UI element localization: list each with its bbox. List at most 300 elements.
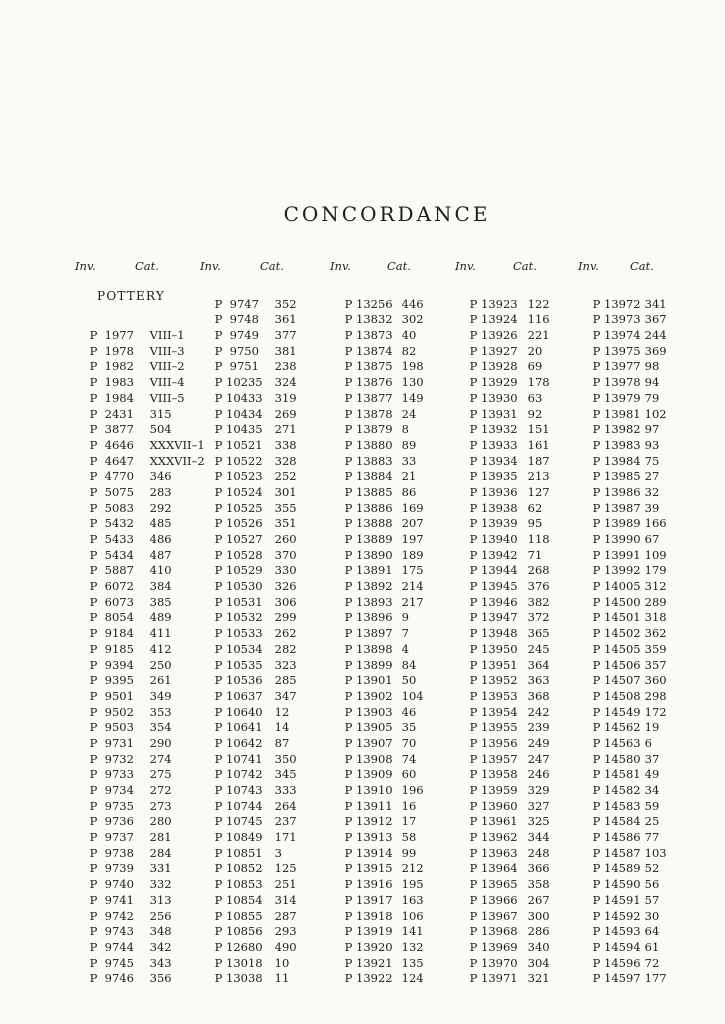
cat-header: Cat. bbox=[135, 259, 159, 273]
cat-cell: 330 bbox=[274, 563, 297, 578]
inv-cell: P 10531 bbox=[214, 594, 263, 609]
inv-cell: P 13982 bbox=[592, 422, 641, 437]
inv-cell: P 9749 bbox=[214, 328, 259, 343]
column-header bbox=[455, 259, 585, 281]
cat-cell: 298 bbox=[644, 688, 667, 703]
column-4 bbox=[455, 259, 585, 986]
inv-cell: P 13931 bbox=[469, 406, 518, 421]
cat-cell: 354 bbox=[149, 720, 172, 735]
inv-cell: P 9734 bbox=[89, 783, 134, 798]
cat-cell: 40 bbox=[401, 328, 417, 343]
inv-cell: P 13963 bbox=[469, 845, 518, 860]
cat-cell: 189 bbox=[401, 547, 424, 562]
cat-cell: 504 bbox=[149, 422, 172, 437]
cat-cell: 32 bbox=[644, 484, 660, 499]
inv-cell: P 9747 bbox=[214, 296, 259, 311]
cat-cell: 251 bbox=[274, 877, 297, 892]
inv-cell: P 13918 bbox=[344, 908, 393, 923]
inv-cell: P 9742 bbox=[89, 908, 134, 923]
cat-cell: 384 bbox=[149, 579, 172, 594]
cat-cell: 242 bbox=[527, 704, 550, 719]
cat-cell: 364 bbox=[527, 657, 550, 672]
inv-cell: P 13923 bbox=[469, 296, 518, 311]
cat-cell: 346 bbox=[149, 469, 172, 484]
inv-cell: P 4647 bbox=[89, 453, 134, 468]
inv-cell: P 13934 bbox=[469, 453, 518, 468]
inv-cell: P 13944 bbox=[469, 563, 518, 578]
inv-cell: P 10525 bbox=[214, 500, 263, 515]
inv-cell: P 13907 bbox=[344, 735, 393, 750]
cat-cell: 283 bbox=[149, 484, 172, 499]
cat-cell: 3 bbox=[274, 845, 282, 860]
inv-header: Inv. bbox=[455, 259, 476, 273]
cat-cell: 7 bbox=[401, 626, 409, 641]
cat-cell: VIII–3 bbox=[149, 343, 185, 358]
cat-cell: 381 bbox=[274, 343, 297, 358]
inv-cell: P 6073 bbox=[89, 594, 134, 609]
cat-cell: 342 bbox=[149, 939, 172, 954]
inv-cell: P 9732 bbox=[89, 751, 134, 766]
inv-cell: P 10433 bbox=[214, 390, 263, 405]
cat-cell: 329 bbox=[527, 783, 550, 798]
cat-cell: 171 bbox=[274, 830, 297, 845]
inv-cell: P 10849 bbox=[214, 830, 263, 845]
cat-cell: 287 bbox=[274, 908, 297, 923]
inv-cell: P 10532 bbox=[214, 610, 263, 625]
cat-cell: VIII–1 bbox=[149, 328, 185, 343]
cat-cell: 300 bbox=[527, 908, 550, 923]
cat-cell: 377 bbox=[274, 328, 297, 343]
inv-cell: P 9184 bbox=[89, 626, 134, 641]
cat-cell: 252 bbox=[274, 469, 297, 484]
cat-cell: 127 bbox=[527, 484, 550, 499]
column-3 bbox=[330, 259, 460, 986]
cat-cell: 325 bbox=[527, 814, 550, 829]
inv-cell: P 14580 bbox=[592, 751, 641, 766]
inv-cell: P 13965 bbox=[469, 877, 518, 892]
cat-cell: 130 bbox=[401, 375, 424, 390]
inv-cell: P 13942 bbox=[469, 547, 518, 562]
cat-cell: 19 bbox=[644, 720, 660, 735]
inv-cell: P 13928 bbox=[469, 359, 518, 374]
inv-cell: P 1978 bbox=[89, 343, 134, 358]
cat-cell: 299 bbox=[274, 610, 297, 625]
cat-cell: 345 bbox=[274, 767, 297, 782]
cat-cell: 178 bbox=[527, 375, 550, 390]
cat-cell: 109 bbox=[644, 547, 667, 562]
cat-cell: 369 bbox=[644, 343, 667, 358]
inv-cell: P 10745 bbox=[214, 814, 263, 829]
cat-cell: 67 bbox=[644, 532, 660, 547]
inv-cell: P 14587 bbox=[592, 845, 641, 860]
cat-cell: 262 bbox=[274, 626, 297, 641]
cat-cell: 290 bbox=[149, 735, 172, 750]
cat-cell: 260 bbox=[274, 532, 297, 547]
cat-cell: 273 bbox=[149, 798, 172, 813]
cat-cell: 141 bbox=[401, 924, 424, 939]
inv-cell: P 9394 bbox=[89, 657, 134, 672]
inv-cell: P 10521 bbox=[214, 437, 263, 452]
inv-cell: P 10235 bbox=[214, 375, 263, 390]
inv-cell: P 10854 bbox=[214, 892, 263, 907]
inv-cell: P 10856 bbox=[214, 924, 263, 939]
cat-cell: 151 bbox=[527, 422, 550, 437]
cat-cell: 332 bbox=[149, 877, 172, 892]
inv-cell: P 14583 bbox=[592, 798, 641, 813]
inv-cell: P 13981 bbox=[592, 406, 641, 421]
inv-cell: P 14597 bbox=[592, 971, 641, 986]
cat-cell: 9 bbox=[401, 610, 409, 625]
cat-cell: 304 bbox=[527, 955, 550, 970]
cat-cell: 385 bbox=[149, 594, 172, 609]
inv-cell: P 13884 bbox=[344, 469, 393, 484]
inv-cell: P 13888 bbox=[344, 516, 393, 531]
cat-cell: 8 bbox=[401, 422, 409, 437]
inv-cell: P 13914 bbox=[344, 845, 393, 860]
inv-header: Inv. bbox=[330, 259, 351, 273]
inv-cell: P 10641 bbox=[214, 720, 263, 735]
inv-cell: P 13879 bbox=[344, 422, 393, 437]
cat-cell: 286 bbox=[527, 924, 550, 939]
cat-cell: 446 bbox=[401, 296, 424, 311]
cat-cell: 52 bbox=[644, 861, 660, 876]
inv-cell: P 1977 bbox=[89, 328, 134, 343]
cat-cell: 30 bbox=[644, 908, 660, 923]
inv-cell: P 4770 bbox=[89, 469, 134, 484]
cat-cell: 285 bbox=[274, 673, 297, 688]
inv-cell: P 14582 bbox=[592, 783, 641, 798]
cat-cell: 490 bbox=[274, 939, 297, 954]
column-5 bbox=[578, 259, 708, 986]
cat-cell: 353 bbox=[149, 704, 172, 719]
inv-cell: P 14507 bbox=[592, 673, 641, 688]
inv-cell: P 9735 bbox=[89, 798, 134, 813]
cat-cell: 357 bbox=[644, 657, 667, 672]
cat-cell: 261 bbox=[149, 673, 172, 688]
cat-cell: 365 bbox=[527, 626, 550, 641]
cat-cell: 212 bbox=[401, 861, 424, 876]
cat-cell: 97 bbox=[644, 422, 660, 437]
inv-cell: P 10741 bbox=[214, 751, 263, 766]
inv-cell: P 14562 bbox=[592, 720, 641, 735]
cat-cell: 103 bbox=[644, 845, 667, 860]
cat-cell: 198 bbox=[401, 359, 424, 374]
cat-cell: 382 bbox=[527, 594, 550, 609]
cat-cell: 360 bbox=[644, 673, 667, 688]
cat-cell: 27 bbox=[644, 469, 660, 484]
inv-cell: P 9739 bbox=[89, 861, 134, 876]
column-header bbox=[200, 259, 330, 281]
cat-cell: 57 bbox=[644, 892, 660, 907]
inv-cell: P 9740 bbox=[89, 877, 134, 892]
inv-cell: P 9738 bbox=[89, 845, 134, 860]
cat-cell: 267 bbox=[527, 892, 550, 907]
inv-cell: P 13989 bbox=[592, 516, 641, 531]
inv-cell: P 13936 bbox=[469, 484, 518, 499]
cat-cell: 340 bbox=[527, 939, 550, 954]
inv-cell: P 14502 bbox=[592, 626, 641, 641]
cat-cell: 179 bbox=[644, 563, 667, 578]
inv-cell: P 13912 bbox=[344, 814, 393, 829]
inv-cell: P 14501 bbox=[592, 610, 641, 625]
inv-cell: P 9748 bbox=[214, 312, 259, 327]
cat-cell: 344 bbox=[527, 830, 550, 845]
cat-cell: 21 bbox=[401, 469, 417, 484]
cat-cell: 56 bbox=[644, 877, 660, 892]
cat-cell: 250 bbox=[149, 657, 172, 672]
cat-cell: 312 bbox=[644, 579, 667, 594]
cat-cell: 187 bbox=[527, 453, 550, 468]
cat-cell: 281 bbox=[149, 830, 172, 845]
cat-cell: 351 bbox=[274, 516, 297, 531]
cat-cell: 268 bbox=[527, 563, 550, 578]
cat-cell: 84 bbox=[401, 657, 417, 672]
cat-cell: 326 bbox=[274, 579, 297, 594]
inv-cell: P 12680 bbox=[214, 939, 263, 954]
cat-cell: 95 bbox=[527, 516, 543, 531]
cat-cell: XXXVII–1 bbox=[149, 437, 205, 452]
inv-cell: P 9751 bbox=[214, 359, 259, 374]
inv-cell: P 13985 bbox=[592, 469, 641, 484]
cat-cell: 50 bbox=[401, 673, 417, 688]
cat-cell: 301 bbox=[274, 484, 297, 499]
cat-cell: 25 bbox=[644, 814, 660, 829]
cat-cell: 11 bbox=[274, 971, 290, 986]
inv-cell: P 9737 bbox=[89, 830, 134, 845]
cat-cell: 62 bbox=[527, 500, 543, 515]
cat-header: Cat. bbox=[260, 259, 284, 273]
inv-cell: P 13922 bbox=[344, 971, 393, 986]
cat-cell: 366 bbox=[527, 861, 550, 876]
inv-cell: P 13972 bbox=[592, 296, 641, 311]
cat-cell: 486 bbox=[149, 532, 172, 547]
inv-cell: P 13901 bbox=[344, 673, 393, 688]
inv-cell: P 2431 bbox=[89, 406, 134, 421]
inv-cell: P 10529 bbox=[214, 563, 263, 578]
cat-cell: 106 bbox=[401, 908, 424, 923]
cat-cell: 245 bbox=[527, 641, 550, 656]
cat-cell: 99 bbox=[401, 845, 417, 860]
cat-cell: 61 bbox=[644, 939, 660, 954]
inv-cell: P 13880 bbox=[344, 437, 393, 452]
inv-cell: P 10527 bbox=[214, 532, 263, 547]
column-rows bbox=[578, 281, 708, 986]
inv-cell: P 13890 bbox=[344, 547, 393, 562]
cat-cell: 341 bbox=[644, 296, 667, 311]
inv-cell: P 13018 bbox=[214, 955, 263, 970]
inv-cell: P 10743 bbox=[214, 783, 263, 798]
cat-cell: 10 bbox=[274, 955, 290, 970]
cat-cell: 368 bbox=[527, 688, 550, 703]
cat-cell: 362 bbox=[644, 626, 667, 641]
cat-cell: 314 bbox=[274, 892, 297, 907]
column-1 bbox=[75, 259, 205, 986]
inv-cell: P 13919 bbox=[344, 924, 393, 939]
inv-cell: P 10855 bbox=[214, 908, 263, 923]
cat-cell: 166 bbox=[644, 516, 667, 531]
cat-cell: 59 bbox=[644, 798, 660, 813]
inv-cell: P 9503 bbox=[89, 720, 134, 735]
cat-cell: 274 bbox=[149, 751, 172, 766]
cat-cell: 33 bbox=[401, 453, 417, 468]
cat-cell: 20 bbox=[527, 343, 543, 358]
cat-cell: 411 bbox=[149, 626, 172, 641]
inv-cell: P 13883 bbox=[344, 453, 393, 468]
inv-cell: P 13971 bbox=[469, 971, 518, 986]
cat-cell: 412 bbox=[149, 641, 172, 656]
inv-cell: P 13986 bbox=[592, 484, 641, 499]
inv-header: Inv. bbox=[75, 259, 96, 273]
cat-cell: 39 bbox=[644, 500, 660, 515]
inv-cell: P 10851 bbox=[214, 845, 263, 860]
inv-cell: P 13913 bbox=[344, 830, 393, 845]
inv-cell: P 13920 bbox=[344, 939, 393, 954]
inv-cell: P 13992 bbox=[592, 563, 641, 578]
column-header bbox=[75, 259, 205, 281]
cat-cell: 280 bbox=[149, 814, 172, 829]
inv-cell: P 13958 bbox=[469, 767, 518, 782]
inv-cell: P 10744 bbox=[214, 798, 263, 813]
inv-cell: P 13947 bbox=[469, 610, 518, 625]
inv-cell: P 13875 bbox=[344, 359, 393, 374]
inv-cell: P 13966 bbox=[469, 892, 518, 907]
cat-cell: 327 bbox=[527, 798, 550, 813]
cat-cell: 489 bbox=[149, 610, 172, 625]
cat-cell: 347 bbox=[274, 688, 297, 703]
cat-cell: 359 bbox=[644, 641, 667, 656]
inv-cell: P 5432 bbox=[89, 516, 134, 531]
inv-cell: P 13979 bbox=[592, 390, 641, 405]
cat-cell: 363 bbox=[527, 673, 550, 688]
inv-header: Inv. bbox=[578, 259, 599, 273]
cat-cell: 284 bbox=[149, 845, 172, 860]
cat-cell: 370 bbox=[274, 547, 297, 562]
inv-cell: P 9185 bbox=[89, 641, 134, 656]
inv-cell: P 10535 bbox=[214, 657, 263, 672]
inv-cell: P 13964 bbox=[469, 861, 518, 876]
cat-cell: 306 bbox=[274, 594, 297, 609]
cat-cell: 14 bbox=[274, 720, 290, 735]
inv-cell: P 1982 bbox=[89, 359, 134, 374]
cat-cell: VIII–5 bbox=[149, 390, 185, 405]
inv-cell: P 13911 bbox=[344, 798, 393, 813]
inv-cell: P 10642 bbox=[214, 735, 263, 750]
inv-cell: P 13910 bbox=[344, 783, 393, 798]
inv-cell: P 14549 bbox=[592, 704, 641, 719]
inv-cell: P 13874 bbox=[344, 343, 393, 358]
cat-cell: 367 bbox=[644, 312, 667, 327]
cat-cell: 132 bbox=[401, 939, 424, 954]
inv-cell: P 9745 bbox=[89, 955, 134, 970]
inv-cell: P 10522 bbox=[214, 453, 263, 468]
inv-cell: P 5434 bbox=[89, 547, 134, 562]
inv-cell: P 13896 bbox=[344, 610, 393, 625]
cat-cell: 149 bbox=[401, 390, 424, 405]
inv-cell: P 13878 bbox=[344, 406, 393, 421]
page-title: CONCORDANCE bbox=[283, 202, 491, 226]
inv-cell: P 10435 bbox=[214, 422, 263, 437]
cat-cell: 86 bbox=[401, 484, 417, 499]
inv-cell: P 5433 bbox=[89, 532, 134, 547]
inv-cell: P 13916 bbox=[344, 877, 393, 892]
inv-cell: P 14581 bbox=[592, 767, 641, 782]
cat-cell: 328 bbox=[274, 453, 297, 468]
inv-cell: P 1983 bbox=[89, 375, 134, 390]
column-rows bbox=[330, 281, 460, 986]
inv-cell: P 10526 bbox=[214, 516, 263, 531]
inv-cell: P 14592 bbox=[592, 908, 641, 923]
cat-cell: 343 bbox=[149, 955, 172, 970]
cat-cell: 16 bbox=[401, 798, 417, 813]
inv-cell: P 13991 bbox=[592, 547, 641, 562]
cat-cell: 319 bbox=[274, 390, 297, 405]
cat-cell: 338 bbox=[274, 437, 297, 452]
cat-cell: 324 bbox=[274, 375, 297, 390]
inv-cell: P 6072 bbox=[89, 579, 134, 594]
cat-cell: 289 bbox=[644, 594, 667, 609]
cat-cell: 485 bbox=[149, 516, 172, 531]
inv-cell: P 13256 bbox=[344, 296, 393, 311]
inv-cell: P 13954 bbox=[469, 704, 518, 719]
inv-cell: P 13930 bbox=[469, 390, 518, 405]
inv-cell: P 13891 bbox=[344, 563, 393, 578]
inv-cell: P 13940 bbox=[469, 532, 518, 547]
cat-cell: 348 bbox=[149, 924, 172, 939]
cat-cell: 214 bbox=[401, 579, 424, 594]
cat-cell: 313 bbox=[149, 892, 172, 907]
inv-cell: P 14590 bbox=[592, 877, 641, 892]
inv-cell: P 14563 bbox=[592, 735, 641, 750]
inv-cell: P 9746 bbox=[89, 971, 134, 986]
cat-cell: 217 bbox=[401, 594, 424, 609]
inv-cell: P 13950 bbox=[469, 641, 518, 656]
inv-cell: P 8054 bbox=[89, 610, 134, 625]
cat-cell: 92 bbox=[527, 406, 543, 421]
inv-cell: P 10530 bbox=[214, 579, 263, 594]
cat-cell: 247 bbox=[527, 751, 550, 766]
cat-cell: 124 bbox=[401, 971, 424, 986]
cat-cell: 49 bbox=[644, 767, 660, 782]
cat-cell: 87 bbox=[274, 735, 290, 750]
inv-cell: P 13932 bbox=[469, 422, 518, 437]
cat-cell: 175 bbox=[401, 563, 424, 578]
inv-cell: P 13977 bbox=[592, 359, 641, 374]
inv-cell: P 13990 bbox=[592, 532, 641, 547]
cat-cell: 248 bbox=[527, 845, 550, 860]
inv-cell: P 13832 bbox=[344, 312, 393, 327]
inv-cell: P 13929 bbox=[469, 375, 518, 390]
cat-cell: 487 bbox=[149, 547, 172, 562]
cat-cell: 71 bbox=[527, 547, 543, 562]
inv-cell: P 10536 bbox=[214, 673, 263, 688]
cat-cell: 75 bbox=[644, 453, 660, 468]
table-row bbox=[330, 281, 460, 311]
inv-cell: P 13903 bbox=[344, 704, 393, 719]
cat-cell: 352 bbox=[274, 296, 297, 311]
cat-cell: 69 bbox=[527, 359, 543, 374]
inv-cell: P 4646 bbox=[89, 437, 134, 452]
inv-cell: P 10852 bbox=[214, 861, 263, 876]
inv-cell: P 13893 bbox=[344, 594, 393, 609]
cat-cell: VIII–2 bbox=[149, 359, 185, 374]
column-rows bbox=[75, 281, 205, 986]
inv-cell: P 5083 bbox=[89, 500, 134, 515]
cat-cell: 63 bbox=[527, 390, 543, 405]
table-row bbox=[200, 281, 330, 311]
cat-cell: 79 bbox=[644, 390, 660, 405]
cat-cell: 282 bbox=[274, 641, 297, 656]
inv-cell: P 14594 bbox=[592, 939, 641, 954]
